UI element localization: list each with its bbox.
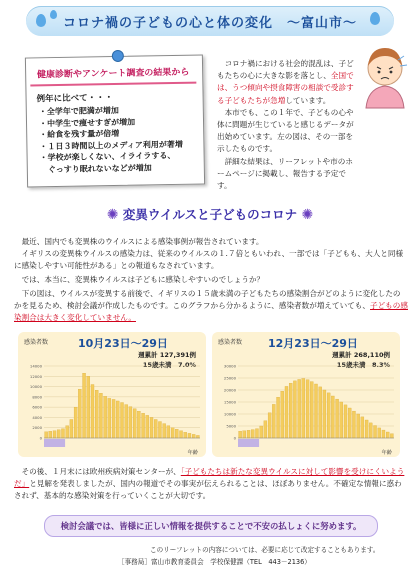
under15-ratio: 15歳未満 8.3% xyxy=(336,361,390,369)
list-item: ・１日３時間以上のメディア利用が著増 xyxy=(39,139,183,151)
x-axis-label: 年齢 xyxy=(187,450,198,456)
pushpin-icon xyxy=(112,50,124,62)
bar xyxy=(268,413,271,438)
bar xyxy=(150,417,153,438)
bar xyxy=(188,433,191,438)
under15-ratio: 15歳未満 7.0% xyxy=(142,361,196,369)
bar xyxy=(361,417,364,438)
chart-panel-2 xyxy=(212,332,400,457)
y-tick-label: 5000 xyxy=(226,423,236,429)
bar xyxy=(129,407,132,438)
intro-paragraphs: コロナ禍における社会的混乱は、子どもたちの心に大きな影を落とし、全国では、うつ傾向や摂食障害の相談で受診する子どもたちが急増しています。 本市でも、この１年で、子どもの心や体に問題が生じていると感じるデータが出始めています。左の図は、その一部を示したものです。 詳細な結果は、リーフレットや市のホームページに掲載し、報告する予定です。 xyxy=(217,59,354,191)
bar xyxy=(180,431,183,438)
bar xyxy=(74,407,77,438)
bar xyxy=(298,379,301,438)
virus-icon: ✺ xyxy=(301,207,314,223)
highlight-text: 子どもの感染割合は大きく変化していません。 xyxy=(14,300,408,322)
worried-child-illustration xyxy=(358,42,412,112)
y-tick-label: 10000 xyxy=(29,384,42,390)
y-tick-label: 8000 xyxy=(32,394,42,400)
bar xyxy=(319,387,322,438)
bar xyxy=(264,421,267,438)
bar xyxy=(61,429,64,438)
bar xyxy=(323,390,326,438)
bar xyxy=(175,429,178,438)
bar-chart-2 xyxy=(212,332,400,457)
bar xyxy=(163,424,166,438)
bar xyxy=(167,426,170,438)
bar xyxy=(386,432,389,438)
bar xyxy=(142,413,145,438)
bar xyxy=(378,428,381,438)
bar xyxy=(196,435,199,438)
bar xyxy=(137,411,140,438)
chart-panel-1 xyxy=(18,332,206,457)
total-cases: 週累計 268,110例 xyxy=(332,351,390,359)
bar xyxy=(91,385,94,438)
bar-chart-1 xyxy=(18,332,206,457)
y-tick-label: 12000 xyxy=(29,373,42,379)
x-axis-label: 年齢 xyxy=(381,450,392,456)
body-paragraph: 最近、国内でも変異株のウイルスによる感染事例が報告されています。 xyxy=(14,237,264,246)
title-banner xyxy=(26,6,394,36)
bar xyxy=(120,403,123,438)
bar xyxy=(251,430,254,438)
y-tick-label: 20000 xyxy=(223,387,236,393)
bar xyxy=(277,397,280,438)
bar xyxy=(340,402,343,438)
footer-office: ［事務局］富山市教育委員会 学校保健課（TEL 443－2136） xyxy=(118,558,311,566)
bar xyxy=(104,396,107,438)
y-tick-label: 6000 xyxy=(32,404,42,410)
y-axis-label: 感染者数 xyxy=(24,339,49,346)
bar xyxy=(285,386,288,438)
bar xyxy=(306,380,309,438)
bar xyxy=(171,428,174,438)
y-tick-label: 0 xyxy=(233,435,236,441)
body-paragraph: では、本当に、変異株ウイルスは子どもに感染しやすいのでしょうか？ xyxy=(14,275,265,284)
y-tick-label: 25000 xyxy=(223,375,236,381)
list-item: ・給食を残す量が倍増 xyxy=(39,128,120,140)
bar xyxy=(112,399,115,438)
bar xyxy=(352,411,355,438)
bar xyxy=(53,431,56,438)
bar xyxy=(390,434,393,438)
bar xyxy=(348,408,351,438)
body-paragraph: イギリスの変異株ウイルスの感染力は、従来のウイルスの１.７倍ともいわれ、一部では「子どもも、大人と同様に感染しやすい可能性がある」との報道もなされています。 xyxy=(14,249,404,270)
note-list xyxy=(39,104,184,175)
bar xyxy=(158,422,161,438)
footer-note: このリーフレットの内容については、必要に応じて改定することもあります。 xyxy=(150,546,380,554)
bar xyxy=(146,415,149,438)
bar xyxy=(327,393,330,438)
bar xyxy=(260,426,263,438)
bar xyxy=(255,429,258,438)
note-intro: 例年に比べて・・・ xyxy=(36,93,114,105)
chart-title: 12月23日～29日 xyxy=(268,337,358,350)
list-item: ・中学生で痩せすぎが増加 xyxy=(38,117,136,128)
bottom-message-banner xyxy=(44,515,378,537)
bar xyxy=(302,378,305,438)
bar xyxy=(192,434,195,438)
bar xyxy=(310,382,313,438)
bar xyxy=(272,404,275,438)
bar xyxy=(70,419,73,438)
bar xyxy=(78,389,81,438)
bar xyxy=(45,432,48,438)
y-tick-label: 10000 xyxy=(223,411,236,417)
bar xyxy=(133,409,136,438)
bar xyxy=(239,431,242,438)
list-item: ・学校が楽しくない、イライラする、 xyxy=(39,150,176,163)
bar xyxy=(289,383,292,438)
y-tick-label: 0 xyxy=(39,435,42,441)
bar xyxy=(57,430,60,438)
bar xyxy=(281,391,284,438)
bar xyxy=(331,396,334,438)
y-tick-label: 4000 xyxy=(32,414,42,420)
bar xyxy=(314,384,317,438)
bar xyxy=(243,431,246,438)
total-cases: 週累計 127,391例 xyxy=(138,351,196,359)
bar xyxy=(83,373,86,438)
bar xyxy=(49,431,52,438)
bar xyxy=(374,426,377,438)
bar xyxy=(293,381,296,438)
virus-icon: ✺ xyxy=(106,207,119,223)
bar xyxy=(357,414,360,438)
bar xyxy=(247,430,250,438)
highlight-text: 全国では、うつ傾向や摂食障害の相談で受診する子どもたちが急増 xyxy=(217,71,354,105)
note-heading: 健康診断やアンケート調査の結果から xyxy=(30,64,196,87)
bar xyxy=(66,426,69,438)
under15-highlight xyxy=(238,439,259,447)
bar xyxy=(365,420,368,438)
y-axis-label: 感染者数 xyxy=(218,339,243,346)
y-tick-label: 14000 xyxy=(29,363,42,369)
bar xyxy=(99,393,102,438)
bar xyxy=(116,401,119,438)
bar xyxy=(382,430,385,438)
list-item: ・全学年で肥満が増加 xyxy=(38,105,119,117)
bottom-message: 検討会議では、皆様に正しい情報を提供することで不安の払しょくに努めます。 xyxy=(60,521,362,531)
bar xyxy=(369,423,372,438)
body-paragraph: その後、１月末には欧州疾病対策センターが、「子どもたちは新たな変異ウイルスに対して影響を受けにくいようだ」と見解を発表しましたが、国内の報道でその事実が伝えられることは、ほぼありません。不確定な情報に惑わされず、基本的な感染対策を行っていくことが大切です。 xyxy=(14,467,405,500)
section-heading: ✺ 変異ウイルスと子どものコロナ ✺ xyxy=(106,207,314,223)
y-tick-label: 15000 xyxy=(223,399,236,405)
body-paragraph: 下の図は、ウイルスが変異する前後で、イギリスの１５歳未満の子どもたちの感染割合がどのように変化したのかを見るため、検討会議が作成したものです。このグラフから分かるように、感染者数が増えていても、子どもの感染割合は大きく変化していません。 xyxy=(14,289,408,322)
list-item: ぐっすり眠れないなどが増加 xyxy=(39,162,152,174)
bar xyxy=(184,432,187,438)
bar xyxy=(87,376,90,438)
bar xyxy=(344,405,347,438)
under15-highlight xyxy=(44,439,65,447)
bar xyxy=(95,390,98,438)
bar xyxy=(108,398,111,438)
highlight-text: 「子どもたちは新たな変異ウイルスに対して影響を受けにくいようだ」 xyxy=(14,467,405,488)
y-tick-label: 30000 xyxy=(223,363,236,369)
chart-title: 10月23日～29日 xyxy=(78,337,168,350)
y-tick-label: 2000 xyxy=(32,425,42,431)
bar xyxy=(154,419,157,438)
bar xyxy=(336,399,339,438)
page-title: コロナ禍の子どもの心と体の変化 ～富山市～ xyxy=(62,16,357,31)
survey-note-card xyxy=(25,54,205,187)
bar xyxy=(125,405,128,438)
